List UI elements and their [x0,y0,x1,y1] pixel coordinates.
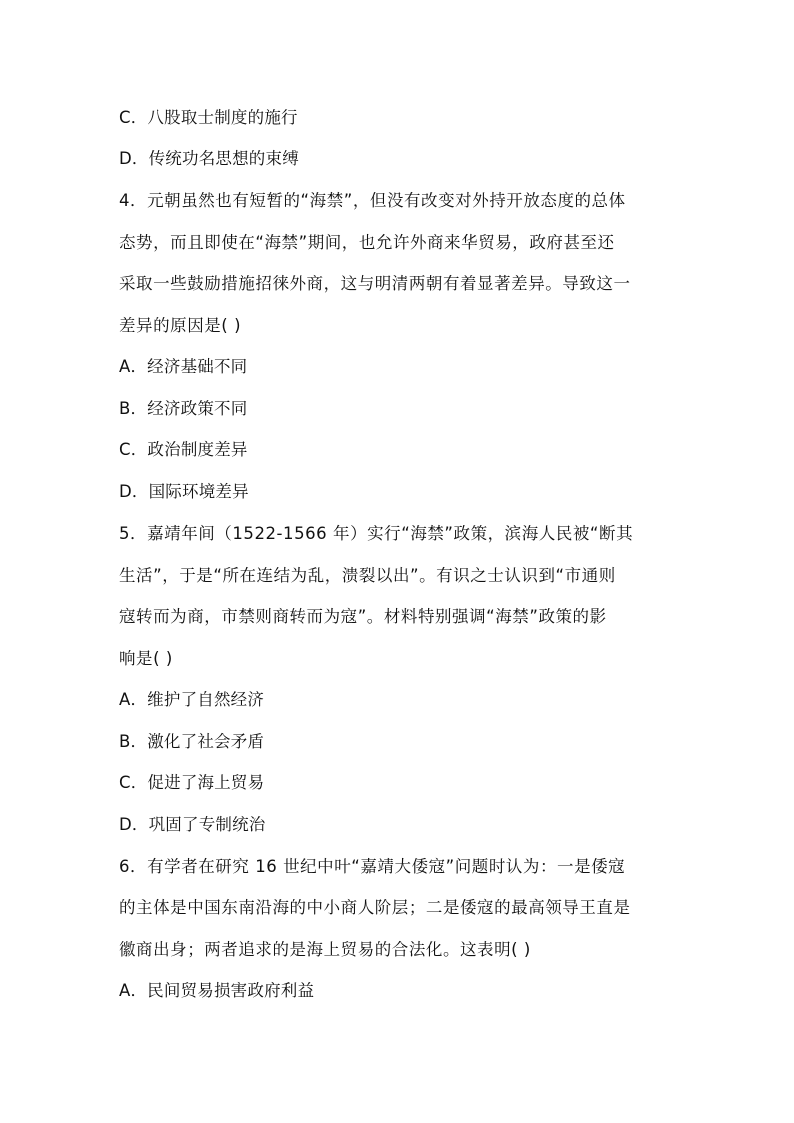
option-a-q5: A．维护了自然经济 [119,690,265,709]
option-a-q4: A．经济基础不同 [119,357,248,376]
question-6-line-2: 的主体是中国东南沿海的中小商人阶层；二是倭寇的最高领导王直是 [119,898,631,917]
option-b-q5: B．激化了社会矛盾 [119,732,265,751]
option-d-q4: D．国际环境差异 [119,482,249,501]
question-4-line-2: 态势，而且即使在“海禁”期间，也允许外商来华贸易，政府甚至还 [119,233,615,252]
option-d-q3: D．传统功名思想的束缚 [119,149,299,168]
question-4-line-4: 差异的原因是( ) [119,316,242,335]
option-a-q6: A．民间贸易损害政府利益 [119,981,315,1000]
option-d-q5: D．巩固了专制统治 [119,815,266,834]
question-5-line-3: 寇转而为商，市禁则商转而为寇”。材料特别强调“海禁”政策的影 [119,607,607,626]
option-b-q4: B．经济政策不同 [119,399,248,418]
option-c-q5: C．促进了海上贸易 [119,773,265,792]
question-5-line-2: 生活”，于是“所在连结为乱，溃裂以出”。有识之士认识到“市通则 [119,566,616,585]
question-4-line-3: 采取一些鼓励措施招徕外商，这与明清两朝有着显著差异。导致这一 [119,274,631,293]
question-6-line-3: 徽商出身；两者追求的是海上贸易的合法化。这表明( ) [119,940,531,959]
option-c-q3: C．八股取士制度的施行 [119,108,298,127]
question-6-line-1: 6．有学者在研究 16 世纪中叶“嘉靖大倭寇”问题时认为：一是倭寇 [119,857,626,876]
question-5-line-1: 5．嘉靖年间（1522-1566 年）实行“海禁”政策，滨海人民被“断其 [119,524,634,543]
option-c-q4: C．政治制度差异 [119,440,248,459]
question-4-line-1: 4．元朝虽然也有短暂的“海禁”，但没有改变对外持开放态度的总体 [119,191,626,210]
question-5-line-4: 响是( ) [119,649,173,668]
